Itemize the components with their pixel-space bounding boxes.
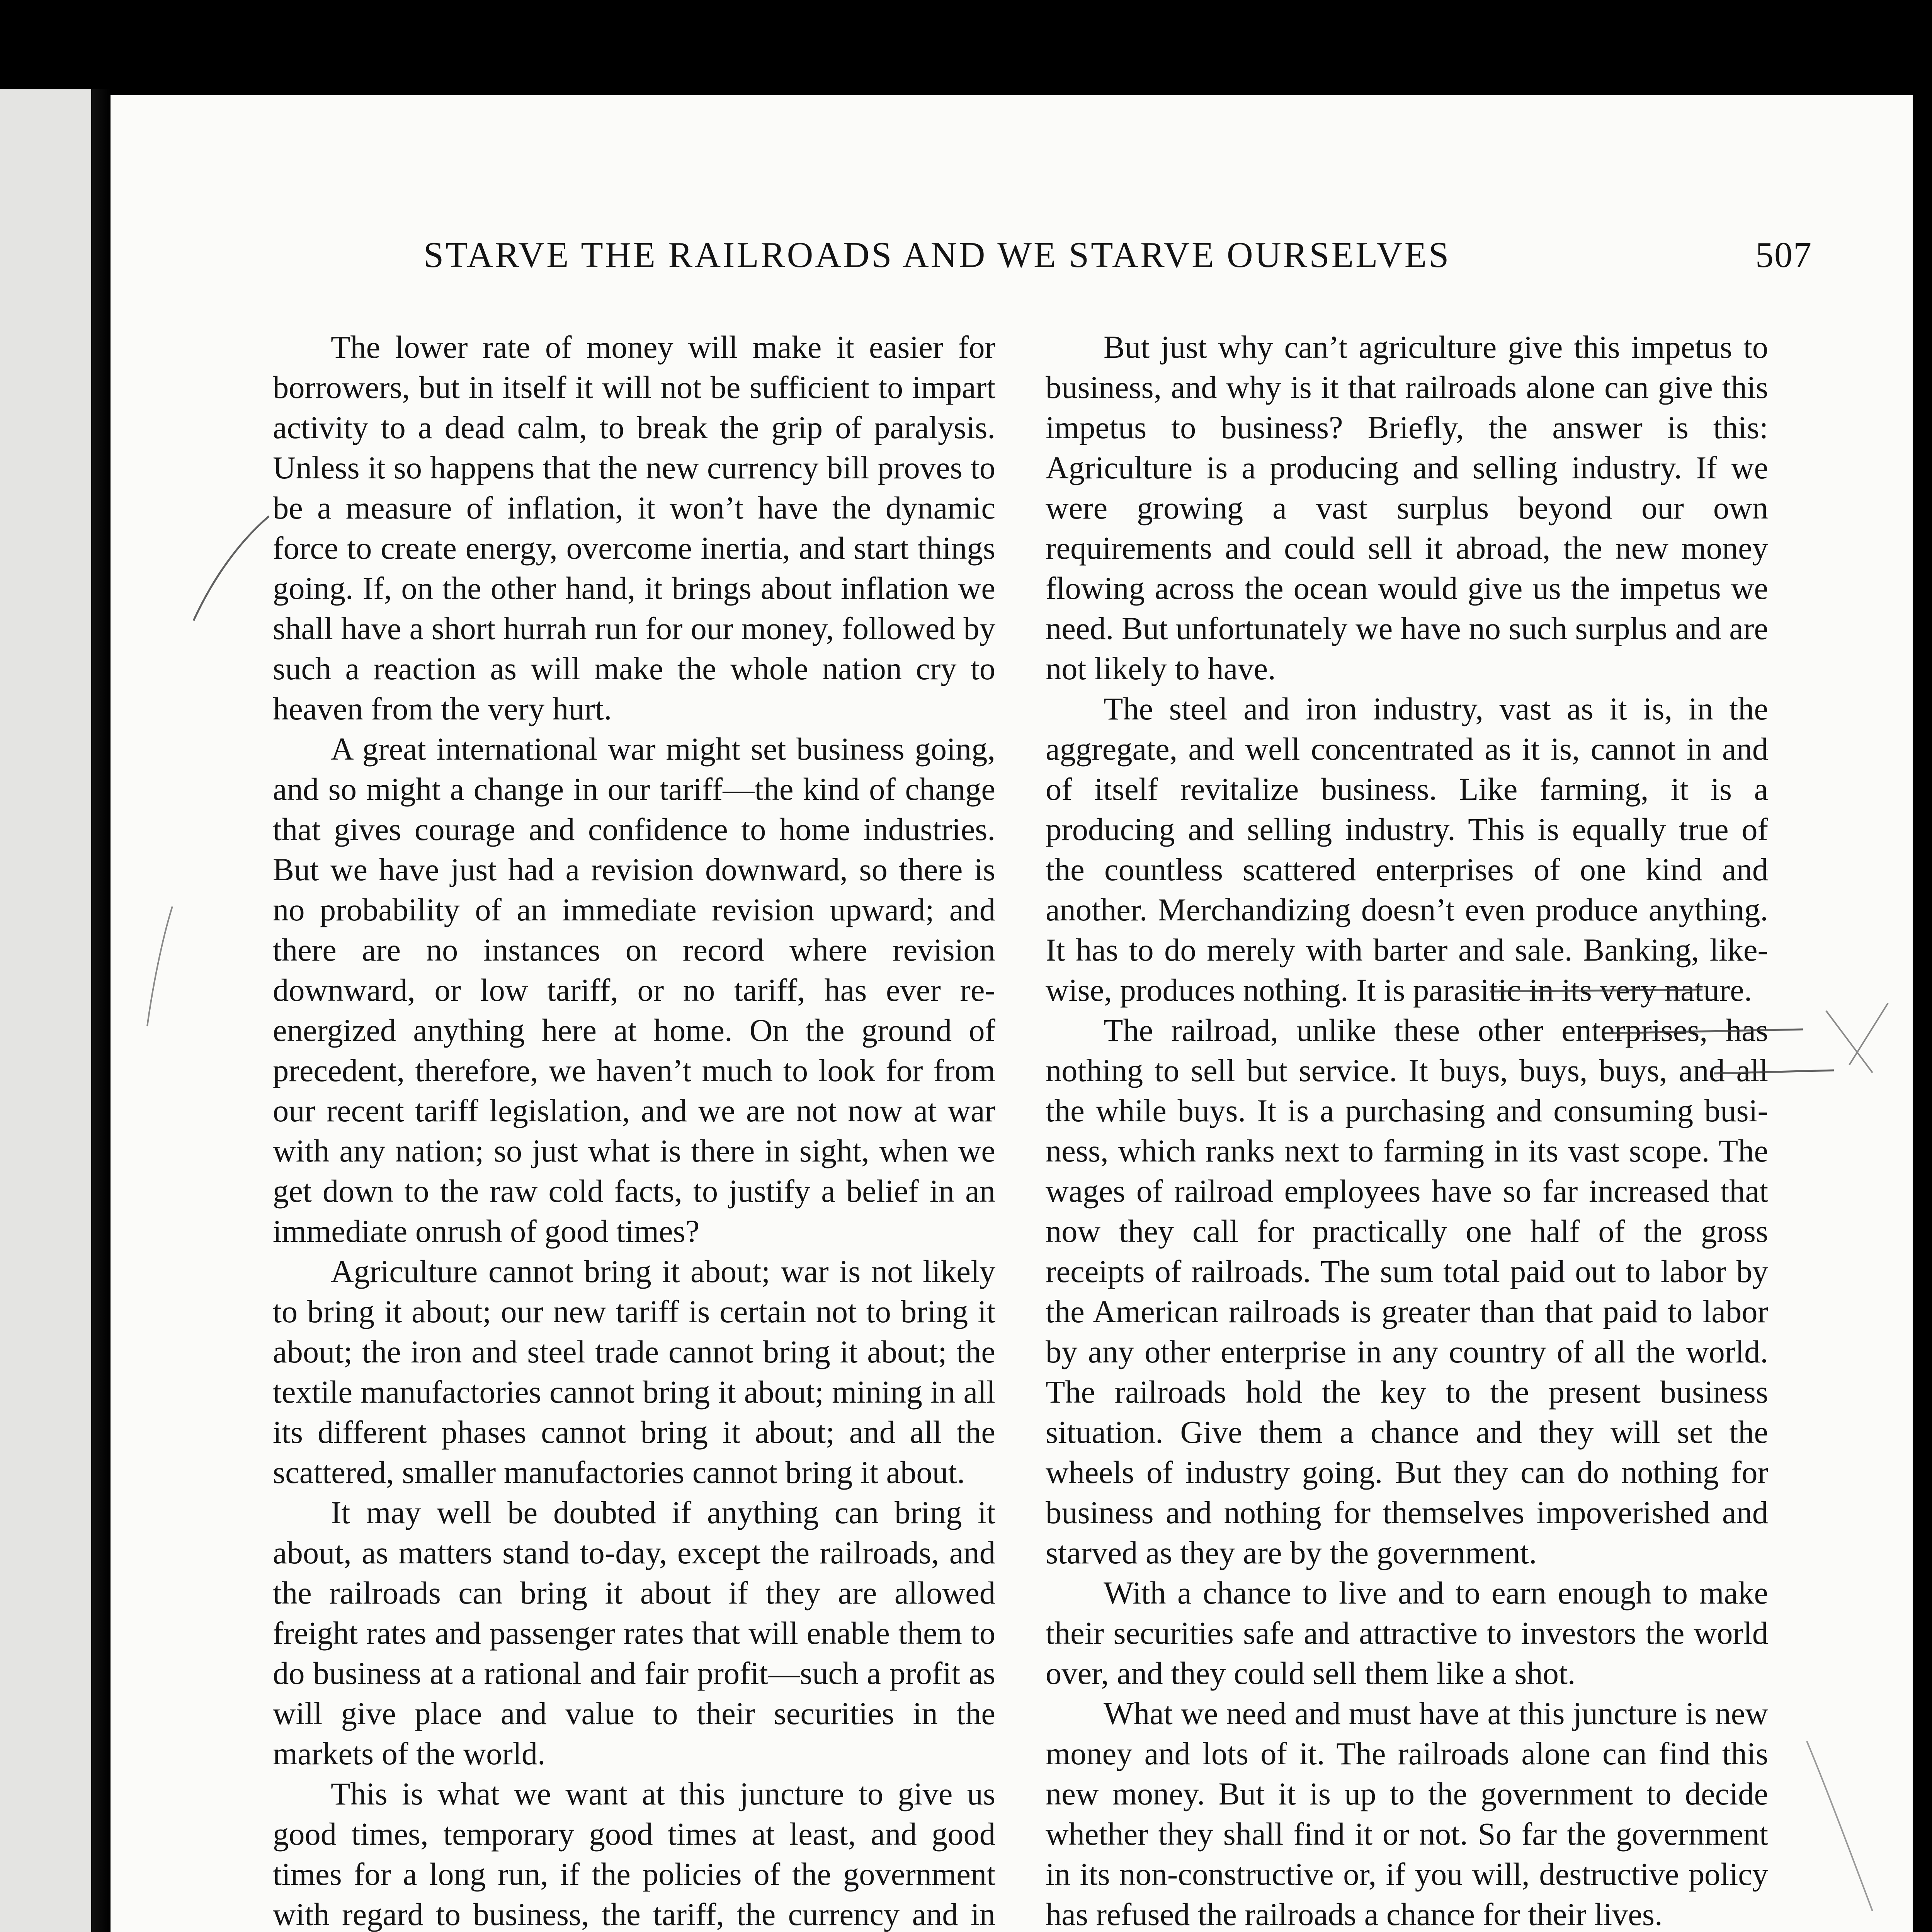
paragraph: The lower rate of money will make it easier for borrowers, but in itself it will not be sufficient to impart activity to a dead calm, to break the grip of paralysis. Unless it so happens that the new currency bill proves to be a measure of inflation, it won’t have the dynamic force to create energy, overcome inertia, and start things going. If, on the other hand, it brings about inflation we shall have a short hurrah run for our money, followed by such a reaction as will make the whole nation cry to heaven from the very hurt. <box>273 329 995 726</box>
right-column <box>1046 327 1768 1932</box>
paragraph: The steel and iron industry, vast as it is, in the aggregate, and well concentrated as it is, cannot in and of itself revitalize business. Like farming, it is a producing and selling industry. This is equally true of the countless scattered enterprises of one kind and another. Merchandizing doesn’t even produce anything. It has to do merely with barter and sale. Banking, likewise, produces nothing. It is parasitic in its very nature. <box>1046 691 1768 1008</box>
paragraph: The railroad, unlike these other enterprises, has nothing to sell but service. It buys, buys, buys, and all the while buys. It is a purchasing and consuming business, which ranks next to farming in its vast scope. The wages of railroad employees have so far increased that now they call for practically one half of the gross receipts of railroads. The sum total paid out to labor by the American railroads is greater than that paid to labor by any other enterprise in any country of all the world. The railroads hold the key to the present business situation. Give them a chance and they will set the wheels of industry going. But they can do nothing for business and nothing for themselves impoverished and starved as they are by the government. <box>1046 1012 1768 1570</box>
paragraph: It may well be doubted if anything can bring it about, as matters stand to-day, except the railroads, and the railroads can bring it about if they are allowed freight rates and passenger rates that will enable them to do business at a rational and fair profit—such a profit as will give place and value to their securities in the markets of the world. <box>273 1495 995 1771</box>
paragraph: A great international war might set business going, and so might a change in our tariff—the kind of change that gives courage and confidence to home industries. But we have just had a revision downward, so there is no probability of an immediate revision upward; and there are no instances on record where revision downward, or low tariff, or no tariff, has ever re-energized anything here at home. On the ground of precedent, therefore, we haven’t much to look for from our recent tariff legislation, and we are not now at war with any nation; so just what is there in sight, when we get down to the raw cold facts, to justify a belief in an immediate onrush of good times? <box>273 731 995 1249</box>
paragraph: Agriculture cannot bring it about; war is not likely to bring it about; our new tariff is certain not to bring it about; the iron and steel trade cannot bring it about; the textile manufactories cannot bring it about; mining in all its different phases cannot bring it about; and all the scattered, smaller manufactories cannot bring it about. <box>273 1253 995 1490</box>
paragraph: This is what we want at this juncture to give us good times, temporary good times at least, and good times for a long run, if the policies of the government with regard to business, the tariff, the currency and in <box>273 1776 995 1932</box>
paragraph: With a chance to live and to earn enough to make their securities safe and attractive to investors the world over, and they could sell them like a shot. <box>1046 1575 1768 1691</box>
paragraph: What we need and must have at this juncture is new money and lots of it. The railroads alone can find this new money. But it is up to the government to decide whether they shall find it or not. So far the government in its non-constructive or, if you will, destructive policy has refused the railroads a chance for their lives. <box>1046 1696 1768 1932</box>
left-column <box>273 327 995 1932</box>
pencil-mark-right-margin <box>1791 1733 1907 1932</box>
running-head-title: STARVE THE RAILROADS AND WE STARVE OURSELVES <box>423 235 1451 275</box>
previous-page-edge <box>0 89 94 1932</box>
paragraph: But just why can’t agriculture give this impetus to business, and why is it that railroads alone can give this impetus to business? Briefly, the answer is this: Agriculture is a producing and selling industry. If we were growing a vast surplus beyond our own requirements and could sell it abroad, the new money flowing across the ocean would give us the impetus we need. But unfortunately we have no such surplus and are not likely to have. <box>1046 329 1768 686</box>
page-gutter-shadow <box>91 89 111 1932</box>
page-number: 507 <box>1755 235 1812 275</box>
running-head <box>423 234 1812 288</box>
pencil-mark-left-margin <box>126 505 281 1123</box>
magazine-page <box>111 95 1913 1932</box>
